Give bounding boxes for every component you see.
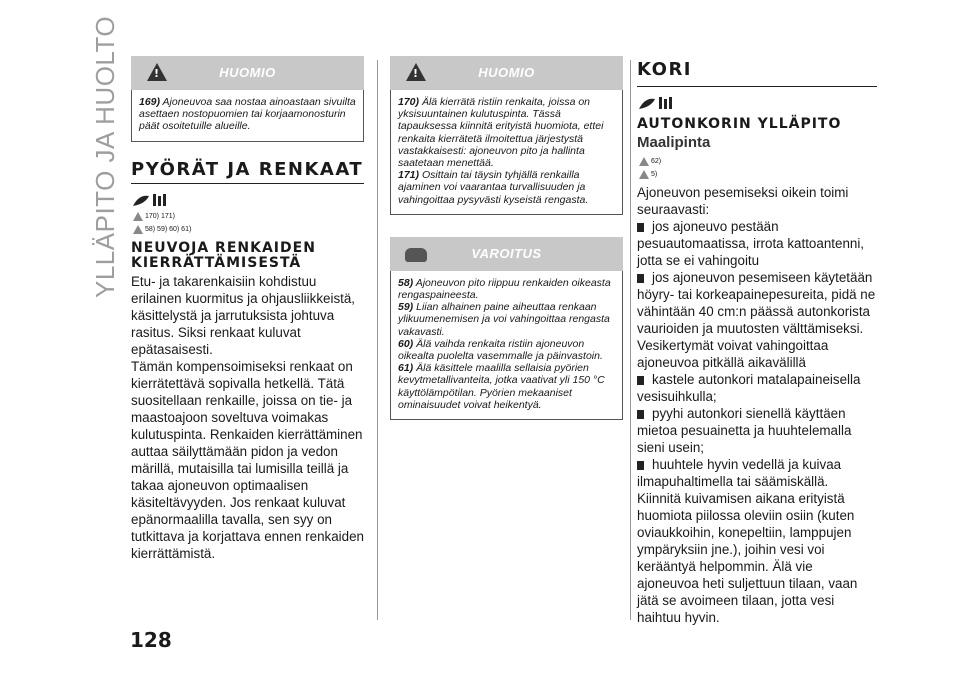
column-divider (630, 60, 631, 620)
warning-item: 61) Älä käsittele maalilla sellaisia pyörien kevytmetallivanteita, jotka vaativat yli 150 °C käyttölämpötilan. Pyörien mekaaniset ominaisuudet voivat heikentyä. (398, 362, 605, 411)
paragraph: Etu- ja takarenkaisiin kohdistuu erilainen kuormitus ja ohjausliikkeistä, käsittelystä ja jarrutuksista johtuva rasitus. Siksi renkaat kuluvat epätasaisesti. (131, 273, 356, 357)
column-2 (390, 56, 623, 420)
subsection-heading: AUTONKORIN YLLÄPITO (637, 116, 842, 132)
warning-item: 59) Liian alhainen paine aiheuttaa renkaan ylikuumenemisen ja voi vahingoittaa rengasta vakavasti. (398, 301, 610, 338)
heading-rule (131, 183, 364, 184)
subsection-heading: NEUVOJA RENKAIDEN KIERRÄTTÄMISESTÄ (131, 239, 316, 271)
note-body (390, 90, 623, 215)
warning-header (390, 237, 623, 271)
chapter-side-tab (82, 15, 120, 304)
note-title: HUOMIO (478, 65, 535, 80)
warning-references: 170) 171) (145, 212, 364, 222)
eco-leaf-icon (131, 190, 364, 212)
note-body (131, 90, 364, 142)
bullet-item: pyyhi autonkori sienellä käyttäen mietoa pesuainetta ja huuhtelemalla sieni usein; (637, 406, 852, 455)
caution-references: 5) (651, 170, 877, 180)
bullet-item: huuhtele hyvin vedellä ja kuivaa ilmapuhaltimella tai säämiskällä. (637, 457, 842, 489)
note-title: HUOMIO (219, 65, 276, 80)
eco-leaf-icon (637, 93, 877, 115)
bullet-item: kastele autonkori matalapaineisella vesisuihkulla; (637, 372, 861, 404)
bullet-item: jos ajoneuvo pestään pesuautomaatissa, irrota kattoantenni, jotta se ei vahingoitu (637, 219, 865, 268)
note-header (131, 56, 364, 90)
warning-references: 62) (651, 157, 877, 167)
page-number: 128 (130, 628, 172, 652)
warning-body (390, 271, 623, 420)
bullet-icon (637, 223, 644, 232)
warning-item: 58) Ajoneuvon pito riippuu renkaiden oikeasta rengaspaineesta. (398, 276, 611, 302)
note-item: 169) Ajoneuvoa saa nostaa ainoastaan sivuilta asettaen nostopuomien tai korjaamonosturin päät osoitetuille alueille. (139, 96, 356, 133)
chapter-title: YLLÄPITO JA HUOLTO (90, 15, 120, 298)
paragraph: Kiinnitä kuivamisen aikana erityistä huomiota piilossa oleviin osiin (kuten oviaukkoihin, konepeltiin, lamppujen ympäryksiin jne.), joihin vesi voi kerääntyä helpommin. Älä vie ajoneuvoa heti suljettuun tilaan, vaan jätä se avoimeen tilaan, jotta vesi haihtuu hyvin. (637, 491, 858, 625)
caution-references: 58) 59) 60) 61) (145, 225, 364, 235)
heading-rule (637, 86, 877, 87)
bullet-icon (637, 461, 644, 470)
column-1 (131, 56, 364, 562)
paragraph: Tämän kompensoimiseksi renkaat on kierrätettävä sopivalla hetkellä. Tätä suositellaan renkaille, joissa on tie- ja maastoajoon soveltuva voimakas kulutuspinta. Renkaiden kierrättäminen auttaa säilyttämään pidon ja vedon märillä, mutaisilla tai lumisilla teillä ja takaa ajoneuvon optimaalisen käsiteltävyyden. Jos renkaat kuluvat epänormaalilla tavalla, sen syy on tutkittava ja korjattava ennen renkaiden kierrättämistä. (131, 358, 364, 561)
note-item: 171) Osittain tai täysin tyhjällä renkailla ajaminen voi vaarantaa turvallisuuden ja vahingoittaa pysyvästi kyseistä rengasta. (398, 169, 589, 206)
subsubheading: Maalipinta (637, 134, 711, 151)
warning-item: 60) Älä vaihda renkaita ristiin ajoneuvon oikealta puolelta vasemmalle ja päinvastoin. (398, 337, 603, 363)
bullet-item: jos ajoneuvon pesemiseen käytetään höyry- tai korkeapainepesureita, pidä ne vähintään 40 cm:n päässä autonkorista vaurioiden ja muutosten välttämiseksi. Vesikertymät voivat vahingoittaa ajoneuvoa pitkällä aikavälillä (637, 270, 876, 370)
bullet-icon (637, 410, 644, 419)
note-header (390, 56, 623, 90)
column-3 (637, 56, 877, 626)
note-item: 170) Älä kierrätä ristiin renkaita, joissa on yksisuuntainen kulutuspinta. Tässä tapauksessa kiinnitä erityistä huomiota, ettei renkaita kierrätetä ilmoitettua järjestystä vastakkaisesti: ajoneuvon pito ja hallinta saatetaan menettää. (398, 96, 604, 170)
paragraph: Ajoneuvon pesemiseksi oikein toimi seuraavasti: (637, 185, 849, 217)
section-heading: KORI (637, 59, 692, 80)
column-divider (377, 60, 378, 620)
section-heading: PYÖRÄT JA RENKAAT (131, 158, 364, 180)
warning-title: VAROITUS (471, 245, 542, 261)
bullet-icon (637, 376, 644, 385)
bullet-icon (637, 274, 644, 283)
